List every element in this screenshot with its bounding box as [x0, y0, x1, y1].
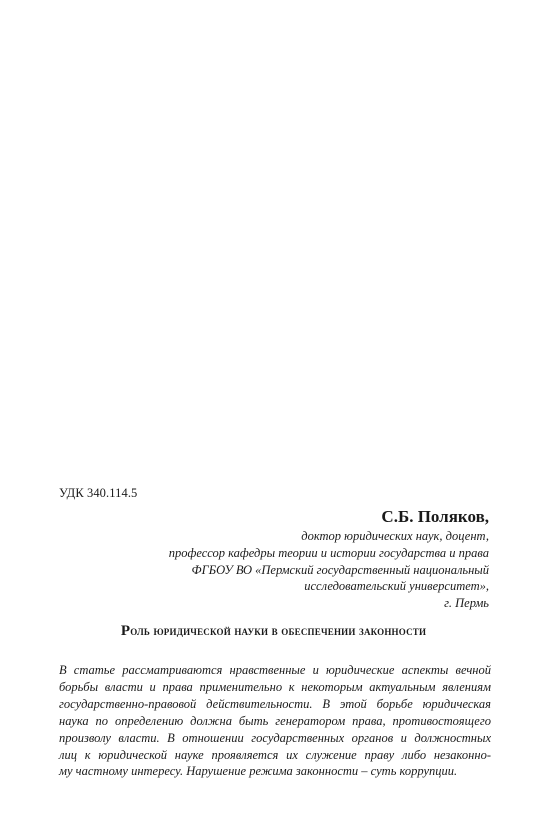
udc-code: УДК 340.114.5 — [59, 486, 138, 500]
author-university-line-1: ФГБОУ ВО «Пермский государственный национальный — [191, 562, 489, 577]
abstract-line: лиц к юридической науке проявляется их служение праву либо незаконно- — [59, 747, 491, 762]
abstract-line: наука по определению должна быть генератором права, противостоящего — [59, 713, 491, 728]
abstract-line: В статье рассматриваются нравственные и юридические аспекты вечной — [59, 663, 491, 677]
author-name: С.Б. Поляков, — [381, 507, 489, 526]
article-title-initial: Р — [120, 623, 131, 639]
article-title — [0, 623, 547, 640]
article-title-rest: оль юридической науки в обеспечении законности — [130, 623, 427, 638]
abstract-line: государственно-правовой действительности. В этой борьбе юридическая — [59, 696, 491, 711]
author-block — [69, 507, 489, 612]
abstract-line: произволу власти. В отношении государственных органов и должностных — [59, 730, 491, 745]
abstract-line: борьбы власти и права применительно к некоторым актуальным явлениям — [59, 679, 491, 694]
author-university-line-2: исследовательский университет», — [304, 579, 489, 594]
author-position: профессор кафедры теории и истории государства и права — [168, 545, 489, 560]
author-degree: доктор юридических наук, доцент, — [301, 529, 489, 543]
author-city: г. Пермь — [444, 596, 489, 611]
abstract — [59, 662, 491, 780]
abstract-line: му частному интересу. Нарушение режима законности – суть коррупции. — [59, 764, 458, 779]
